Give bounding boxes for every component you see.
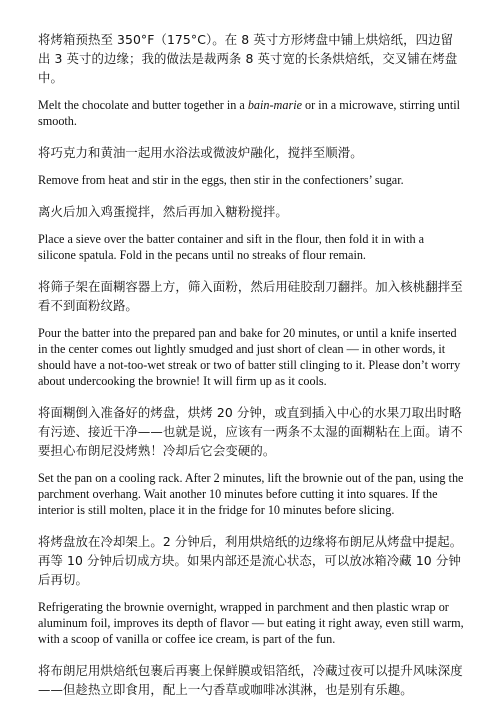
step-2-en-term: bain-marie [247,98,302,112]
step-2-en-post: or in a microwave, stirring until smooth. [38,98,461,128]
step-2-zh: 将巧克力和黄油一起用水浴法或微波炉融化，搅拌至顺滑。 [38,145,363,160]
step-6-en: Set the pan on a cooling rack. After 2 minutes, lift the brownie out of the pan, using the parchment overhang. Wait another 10 minutes before cutting it into squares. If the interior is still molten, place it in the fridge for 10 minutes before slicing. [38,471,464,517]
step-5-en: Pour the batter into the prepared pan and bake for 20 minutes, or until a knife inserted in the center comes out lightly smudged and just short of clean — in other words, it should have a not-too-wet streak or two of batter still clinging to it. Please don’t worry about undercooking the brownie! It will firm up as it cools. [38,326,461,388]
step-3-en: Remove from heat and stir in the eggs, then stir in the confectioners’ sugar. [38,173,404,187]
step-3-zh: 离火后加入鸡蛋搅拌，然后再加入糖粉搅拌。 [38,204,288,219]
step-7-en: Refrigerating the brownie overnight, wrapped in parchment and then plastic wrap or aluminum foil, improves its depth of flavor — but eating it right away, even still warm, with a scoop of vanilla or coffee ice cream, is part of the fun. [38,600,464,646]
step-2-en-pre: Melt the chocolate and butter together in a [38,98,248,112]
recipe-document [38,30,464,709]
step-1-zh: 将烤箱预热至 350°F（175°C）。在 8 英寸方形烤盘中铺上烘焙纸，四边留出 3 英寸的边缘；我的做法是裁两条 8 英寸宽的长条烘焙纸，交叉铺在烤盘中。 [38,32,458,85]
step-5-zh: 将面糊倒入准备好的烤盘，烘烤 20 分钟，或直到插入中心的水果刀取出时略有污迹、接近干净——也就是说，应该有一两条不太湿的面糊粘在上面。请不要担心布朗尼没烤熟！冷却后它会变硬的。 [38,405,463,458]
step-4-en: Place a sieve over the batter container and sift in the flour, then fold it in with a silicone spatula. Fold in the pecans until no streaks of flour remain. [38,232,425,262]
step-2-en [38,97,464,129]
step-6-zh: 将烤盘放在冷却架上。2 分钟后，利用烘焙纸的边缘将布朗尼从烤盘中提起。再等 10 分钟后切成方块。如果内部还是流心状态，可以放冰箱冷藏 10 分钟后再切。 [38,534,463,587]
step-7-zh: 将布朗尼用烘焙纸包裹后再裹上保鲜膜或铝箔纸，冷藏过夜可以提升风味深度——但趁热立即食用，配上一勺香草或咖啡冰淇淋，也是别有乐趣。 [38,663,463,697]
step-4-zh: 将筛子架在面糊容器上方，筛入面粉，然后用硅胶刮刀翻拌。加入核桃翻拌至看不到面粉纹路。 [38,279,463,313]
